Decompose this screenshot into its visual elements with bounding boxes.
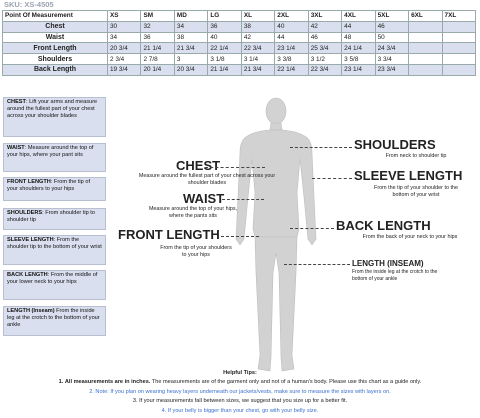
- table-cell: 46: [375, 21, 408, 32]
- column-header: 7XL: [442, 11, 475, 22]
- table-cell: 48: [342, 32, 375, 43]
- table-row: [3, 43, 476, 54]
- table-cell: 21 3/4: [241, 64, 274, 75]
- table-cell: 3 3/8: [275, 54, 308, 65]
- desc-text: : From the middle of your lower neck to your hips: [7, 272, 98, 285]
- table-cell: 3 1/4: [241, 54, 274, 65]
- table-cell: 22 1/4: [208, 43, 241, 54]
- label-inseam-sub: From the inside leg at the crotch to the bottom of your ankle: [352, 269, 438, 282]
- table-cell: 3: [174, 54, 207, 65]
- column-header: SM: [141, 11, 174, 22]
- label-chest: CHEST: [176, 158, 221, 173]
- label-back-length: BACK LENGTH: [336, 218, 431, 233]
- table-cell: 34: [174, 21, 207, 32]
- tip-1-text: The measurements are of the garment only and not of a human's body. Please use this chart as a guide only.: [150, 379, 422, 386]
- table-cell: 3 3/4: [375, 54, 408, 65]
- shoulders-leader-line: [290, 147, 352, 148]
- front-length-leader-line: [221, 236, 259, 237]
- sleeve-length-leader-line: [312, 178, 352, 179]
- desc-back-length: [3, 270, 106, 300]
- table-cell: [409, 43, 442, 54]
- table-cell: 40: [275, 21, 308, 32]
- table-cell: 30: [108, 21, 141, 32]
- waist-leader-line: [222, 199, 264, 200]
- table-cell: 2 7/8: [141, 54, 174, 65]
- column-header: 2XL: [275, 11, 308, 22]
- table-cell: 24 3/4: [375, 43, 408, 54]
- tip-1: [0, 378, 480, 387]
- table-cell: 40: [208, 32, 241, 43]
- desc-inseam: [3, 306, 106, 336]
- helpful-tips: [0, 369, 480, 416]
- table-cell: 36: [141, 32, 174, 43]
- tip-1-bold: All measurements are in inches.: [64, 379, 151, 386]
- row-label: Waist: [3, 32, 108, 43]
- table-cell: 46: [308, 32, 341, 43]
- desc-shoulders: [3, 208, 106, 230]
- label-back-length-sub: From the back of your neck to your hips: [362, 234, 458, 240]
- table-cell: 23 1/4: [342, 64, 375, 75]
- table-cell: 50: [375, 32, 408, 43]
- column-header: 5XL: [375, 11, 408, 22]
- desc-text: : Lift your arms and measure around the fullest part of your chest across your shoulder blades: [7, 99, 98, 119]
- desc-text: : From shoulder tip to shoulder tip: [7, 210, 95, 223]
- table-cell: 32: [141, 21, 174, 32]
- table-cell: 22 3/4: [308, 64, 341, 75]
- desc-waist: [3, 143, 106, 172]
- desc-text: : Measure around the top of your hips, where your pant sits: [7, 145, 94, 158]
- table-cell: [442, 32, 475, 43]
- tip-4: 4. If your belly is bigger than your chest, go with your belly size.: [161, 407, 319, 414]
- column-header: XS: [108, 11, 141, 22]
- desc-term: BACK LENGTH: [7, 272, 48, 278]
- table-cell: 21 1/4: [208, 64, 241, 75]
- row-label: Chest: [3, 21, 108, 32]
- table-cell: 2 3/4: [108, 54, 141, 65]
- row-label: Back Length: [3, 64, 108, 75]
- label-inseam: LENGTH (INSEAM): [352, 259, 424, 268]
- label-shoulders: SHOULDERS: [354, 137, 436, 152]
- desc-text: From the inside leg at the crotch to the bottom of your ankle: [7, 308, 100, 328]
- table-cell: [409, 21, 442, 32]
- table-cell: 42: [241, 32, 274, 43]
- table-cell: [409, 54, 442, 65]
- desc-term: WAIST: [7, 145, 25, 151]
- chest-leader-line: [205, 167, 265, 168]
- table-cell: [409, 32, 442, 43]
- label-front-length-sub: From the tip of your shoulders to your hips: [160, 245, 232, 258]
- table-cell: 22 3/4: [241, 43, 274, 54]
- table-cell: [442, 54, 475, 65]
- table-cell: 3 1/8: [208, 54, 241, 65]
- table-row: [3, 64, 476, 75]
- table-cell: 44: [275, 32, 308, 43]
- column-header: 4XL: [342, 11, 375, 22]
- table-row: [3, 32, 476, 43]
- table-cell: [442, 64, 475, 75]
- tip-2: 2. Note: If you plan on wearing heavy layers underneath our jackets/vests, make sure to measure the sizes with layers on.: [89, 388, 391, 395]
- table-cell: [442, 21, 475, 32]
- label-chest-sub: Measure around the fullest part of your chest across your shoulder blades: [138, 173, 276, 186]
- label-waist: WAIST: [183, 191, 225, 206]
- table-cell: 20 1/4: [141, 64, 174, 75]
- table-row: [3, 21, 476, 32]
- table-cell: 36: [208, 21, 241, 32]
- row-label: Shoulders: [3, 54, 108, 65]
- table-cell: [409, 64, 442, 75]
- table-cell: 24 1/4: [342, 43, 375, 54]
- desc-term: SLEEVE LENGTH: [7, 237, 54, 243]
- column-header: XL: [241, 11, 274, 22]
- table-cell: 3 5/8: [342, 54, 375, 65]
- label-sleeve-length: SLEEVE LENGTH: [354, 168, 463, 183]
- label-shoulders-sub: From neck to shoulder tip: [385, 153, 447, 159]
- desc-term: SHOULDERS: [7, 210, 43, 216]
- back-length-leader-line: [290, 228, 334, 229]
- size-chart-table: [2, 10, 476, 76]
- tip-3: 3. If your measurements fall between sizes, we suggest that you size up for a better fit.: [132, 398, 348, 405]
- desc-text: : From the tip of your shoulders to your hips: [7, 179, 90, 192]
- column-header: MD: [174, 11, 207, 22]
- column-header: 6XL: [409, 11, 442, 22]
- desc-sleeve-length: [3, 235, 106, 265]
- table-cell: 42: [308, 21, 341, 32]
- table-cell: 21 1/4: [141, 43, 174, 54]
- table-cell: 23 1/4: [275, 43, 308, 54]
- inseam-leader-line: [284, 264, 350, 265]
- body-silhouette: [226, 97, 326, 382]
- table-cell: 23 3/4: [375, 64, 408, 75]
- column-header: LG: [208, 11, 241, 22]
- row-label: Front Length: [3, 43, 108, 54]
- table-header-row: [3, 11, 476, 22]
- label-front-length: FRONT LENGTH: [118, 227, 220, 242]
- desc-term: FRONT LENGTH: [7, 179, 51, 185]
- desc-text: : From the shoulder tip to the bottom of your wrist: [7, 237, 102, 250]
- label-sleeve-length-sub: From the tip of your shoulder to the bottom of your wrist: [374, 185, 458, 198]
- table-cell: 19 3/4: [108, 64, 141, 75]
- table-row: [3, 54, 476, 65]
- table-cell: 20 3/4: [108, 43, 141, 54]
- label-waist-sub: Measure around the top of your hips, where the pants sits: [148, 206, 238, 219]
- desc-front-length: [3, 177, 106, 201]
- table-cell: 25 3/4: [308, 43, 341, 54]
- table-cell: [442, 43, 475, 54]
- table-cell: 21 3/4: [174, 43, 207, 54]
- table-cell: 3 1/2: [308, 54, 341, 65]
- sku-label: SKU: XS-4505: [4, 0, 54, 9]
- tip-1-number: 1.: [58, 379, 64, 386]
- table-cell: 38: [174, 32, 207, 43]
- desc-term: LENGTH (Inseam): [7, 308, 55, 314]
- desc-chest: [3, 97, 106, 137]
- column-header: 3XL: [308, 11, 341, 22]
- table-cell: 22 1/4: [275, 64, 308, 75]
- table-cell: 34: [108, 32, 141, 43]
- table-cell: 44: [342, 21, 375, 32]
- desc-term: CHEST: [7, 99, 26, 105]
- column-header: Point Of Measurement: [3, 11, 108, 22]
- table-cell: 38: [241, 21, 274, 32]
- table-cell: 20 3/4: [174, 64, 207, 75]
- tips-heading: Helpful Tips:: [223, 370, 257, 376]
